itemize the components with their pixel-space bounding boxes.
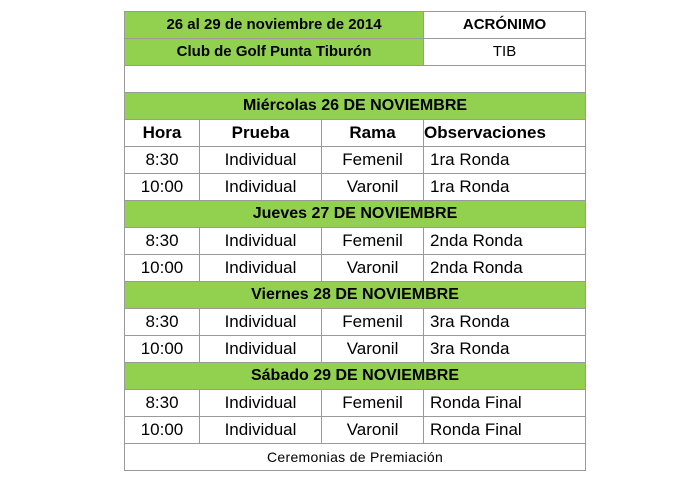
table-row: [125, 147, 586, 174]
column-header: Prueba: [200, 120, 322, 147]
row-notes: 1ra Ronda: [424, 147, 586, 174]
row-time: 10:00: [125, 174, 200, 201]
table-row: [125, 309, 586, 336]
row-event: Individual: [200, 174, 322, 201]
row-time: 10:00: [125, 255, 200, 282]
header-row-club: [125, 39, 586, 66]
table-row: [125, 336, 586, 363]
table-row: [125, 174, 586, 201]
day-title: Sábado 29 DE NOVIEMBRE: [125, 363, 586, 390]
row-notes: 3ra Ronda: [424, 309, 586, 336]
day-header-row: [125, 201, 586, 228]
spacer-cell: [125, 66, 586, 93]
day-header-row: [125, 282, 586, 309]
acronym-label: ACRÓNIMO: [424, 12, 586, 39]
row-category: Femenil: [322, 147, 424, 174]
row-time: 10:00: [125, 336, 200, 363]
row-time: 8:30: [125, 390, 200, 417]
row-notes: 3ra Ronda: [424, 336, 586, 363]
footer-row: [125, 444, 586, 471]
row-event: Individual: [200, 417, 322, 444]
row-category: Varonil: [322, 336, 424, 363]
row-notes: 2nda Ronda: [424, 255, 586, 282]
row-event: Individual: [200, 228, 322, 255]
row-time: 8:30: [125, 309, 200, 336]
day-title: Viernes 28 DE NOVIEMBRE: [125, 282, 586, 309]
column-header: Observaciones: [424, 120, 586, 147]
schedule-table: [124, 11, 586, 471]
day-header-row: [125, 363, 586, 390]
row-event: Individual: [200, 255, 322, 282]
row-time: 8:30: [125, 228, 200, 255]
row-notes: 1ra Ronda: [424, 174, 586, 201]
row-event: Individual: [200, 390, 322, 417]
header-row-dates: [125, 12, 586, 39]
days-body: [125, 93, 586, 444]
day-header-row: [125, 93, 586, 120]
event-dates: 26 al 29 de noviembre de 2014: [125, 12, 424, 39]
row-category: Femenil: [322, 228, 424, 255]
table-row: [125, 228, 586, 255]
table-row: [125, 417, 586, 444]
row-notes: Ronda Final: [424, 417, 586, 444]
acronym-value: TIB: [424, 39, 586, 66]
club-name: Club de Golf Punta Tiburón: [125, 39, 424, 66]
row-event: Individual: [200, 147, 322, 174]
row-category: Varonil: [322, 417, 424, 444]
row-category: Femenil: [322, 309, 424, 336]
row-event: Individual: [200, 336, 322, 363]
row-category: Varonil: [322, 255, 424, 282]
day-title: Jueves 27 DE NOVIEMBRE: [125, 201, 586, 228]
row-category: Varonil: [322, 174, 424, 201]
column-header: Rama: [322, 120, 424, 147]
day-title: Miércolas 26 DE NOVIEMBRE: [125, 93, 586, 120]
row-notes: Ronda Final: [424, 390, 586, 417]
row-notes: 2nda Ronda: [424, 228, 586, 255]
spacer-row: [125, 66, 586, 93]
row-time: 10:00: [125, 417, 200, 444]
table-row: [125, 255, 586, 282]
row-event: Individual: [200, 309, 322, 336]
row-category: Femenil: [322, 390, 424, 417]
table-row: [125, 390, 586, 417]
awards-ceremony: Ceremonias de Premiación: [125, 444, 586, 471]
column-header: Hora: [125, 120, 200, 147]
row-time: 8:30: [125, 147, 200, 174]
column-header-row: [125, 120, 586, 147]
